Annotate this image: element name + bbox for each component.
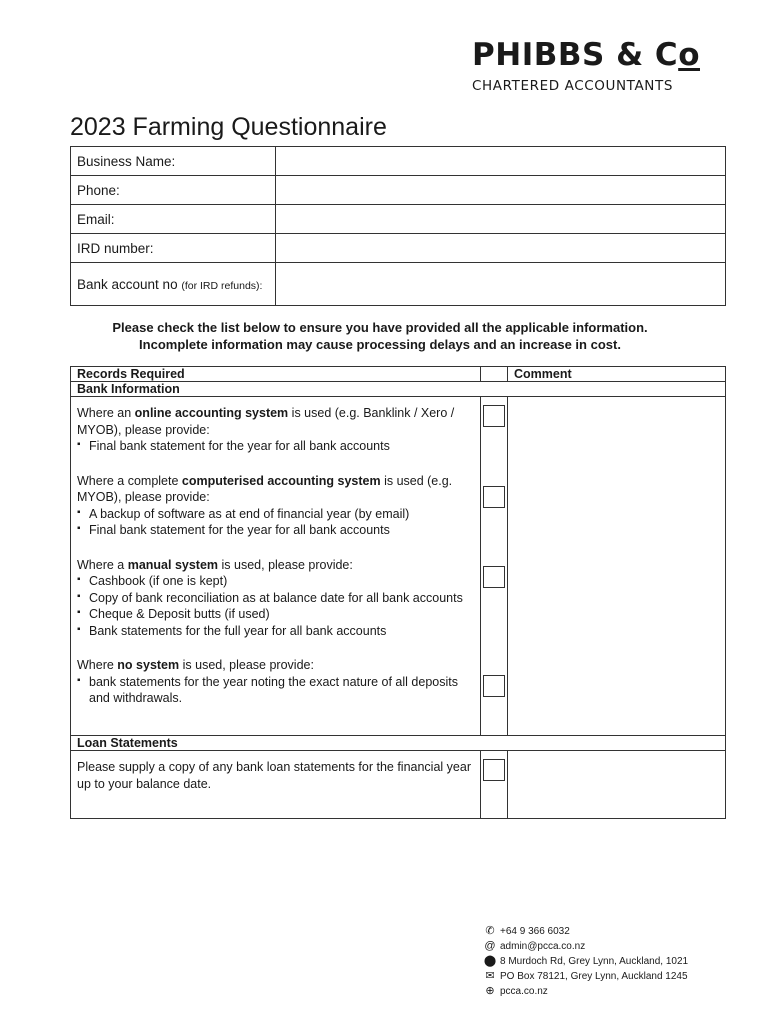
bank-account-field[interactable]	[276, 263, 726, 306]
loan-requirements-text: Please supply a copy of any bank loan statements for the financial year up to your balance date.	[71, 751, 481, 819]
phone-label: Phone:	[71, 176, 276, 205]
logo-wordmark: PHIBBS & Co	[472, 37, 700, 73]
bank-requirements-row	[71, 397, 726, 736]
info-row-bank-account	[71, 263, 726, 306]
loan-comment-field[interactable]	[508, 751, 726, 819]
contact-email: @ admin@pcca.co.nz	[482, 939, 688, 954]
list-item: ▪ bank statements for the year noting the exact nature of all deposits and withdrawals.	[77, 674, 474, 707]
mail-icon: ✉	[485, 970, 495, 982]
computerised-system-block: Where a complete computerised accounting system is used (e.g. MYOB), please provide: ▪ A backup of software as at end of financial year (by email) ▪ Final bank statement for the year for all bank accounts	[77, 473, 474, 539]
bank-account-label	[71, 263, 276, 306]
check-header	[481, 367, 508, 382]
bank-section-row	[71, 382, 726, 397]
contact-details	[482, 924, 688, 999]
records-required-header: Records Required	[71, 367, 481, 382]
business-name-field[interactable]	[276, 147, 726, 176]
online-system-block: Where an online accounting system is used (e.g. Banklink / Xero / MYOB), please provide: ▪ Final bank statement for the year for all bank accounts	[77, 405, 474, 455]
contact-website: ⊕ pcca.co.nz	[482, 984, 688, 999]
bank-requirements-text	[71, 397, 481, 736]
info-row-ird	[71, 234, 726, 263]
info-row-business-name	[71, 147, 726, 176]
loan-statements-checkbox[interactable]	[483, 759, 505, 781]
ird-number-label: IRD number:	[71, 234, 276, 263]
page-title: 2023 Farming Questionnaire	[70, 113, 387, 141]
loan-section-row	[71, 736, 726, 751]
business-info-table	[70, 146, 726, 306]
records-table	[70, 366, 726, 819]
bank-comment-field[interactable]	[508, 397, 726, 736]
globe-icon: ⊕	[485, 985, 495, 997]
notice-line-2: Incomplete information may cause processing delays and an increase in cost.	[139, 337, 621, 352]
list-item: ▪ Cashbook (if one is kept)	[77, 573, 474, 590]
phone-field[interactable]	[276, 176, 726, 205]
bank-checkbox-column	[481, 397, 508, 736]
logo-tagline: CHARTERED ACCOUNTANTS	[472, 78, 674, 94]
no-system-checkbox[interactable]	[483, 675, 505, 697]
list-item: ▪ Copy of bank reconciliation as at balance date for all bank accounts	[77, 590, 474, 607]
list-item: ▪ Bank statements for the full year for all bank accounts	[77, 623, 474, 640]
bank-account-label-main: Bank account no	[77, 276, 178, 292]
no-system-block: Where no system is used, please provide: ▪ bank statements for the year noting the exact nature of all deposits and withdrawals.	[77, 657, 474, 707]
ird-number-field[interactable]	[276, 234, 726, 263]
manual-system-checkbox[interactable]	[483, 566, 505, 588]
list-item: ▪ Cheque & Deposit butts (if used)	[77, 606, 474, 623]
location-pin-icon: ⬤	[483, 955, 497, 967]
email-label: Email:	[71, 205, 276, 234]
notice-line-1: Please check the list below to ensure you have provided all the applicable information.	[112, 320, 648, 335]
list-item: ▪ Final bank statement for the year for all bank accounts	[77, 522, 474, 539]
info-row-email	[71, 205, 726, 234]
business-name-label: Business Name:	[71, 147, 276, 176]
bank-information-heading: Bank Information	[71, 382, 726, 397]
company-logo	[472, 38, 700, 94]
manual-system-block: Where a manual system is used, please provide: ▪ Cashbook (if one is kept) ▪ Copy of bank reconciliation as at balance date for all bank accounts ▪ Cheque & Deposit butts (if used) ▪ Bank statements for the full year for all bank accounts	[77, 557, 474, 640]
contact-phone: ✆ +64 9 366 6032	[482, 924, 688, 939]
loan-statements-heading: Loan Statements	[71, 736, 726, 751]
bank-account-label-note: (for IRD refunds):	[181, 279, 263, 292]
records-header-row	[71, 367, 726, 382]
at-icon: @	[484, 940, 496, 952]
loan-checkbox-column	[481, 751, 508, 819]
contact-po-box: ✉ PO Box 78121, Grey Lynn, Auckland 1245	[482, 969, 688, 984]
loan-requirements-row	[71, 751, 726, 819]
comment-header: Comment	[508, 367, 726, 382]
list-item: ▪ A backup of software as at end of financial year (by email)	[77, 506, 474, 523]
instructions-notice	[70, 319, 690, 353]
computerised-system-checkbox[interactable]	[483, 486, 505, 508]
online-system-checkbox[interactable]	[483, 405, 505, 427]
info-row-phone	[71, 176, 726, 205]
contact-address: ⬤ 8 Murdoch Rd, Grey Lynn, Auckland, 1021	[483, 955, 689, 967]
list-item: ▪ Final bank statement for the year for all bank accounts	[77, 438, 474, 455]
email-field[interactable]	[276, 205, 726, 234]
phone-icon: ✆	[485, 925, 495, 937]
